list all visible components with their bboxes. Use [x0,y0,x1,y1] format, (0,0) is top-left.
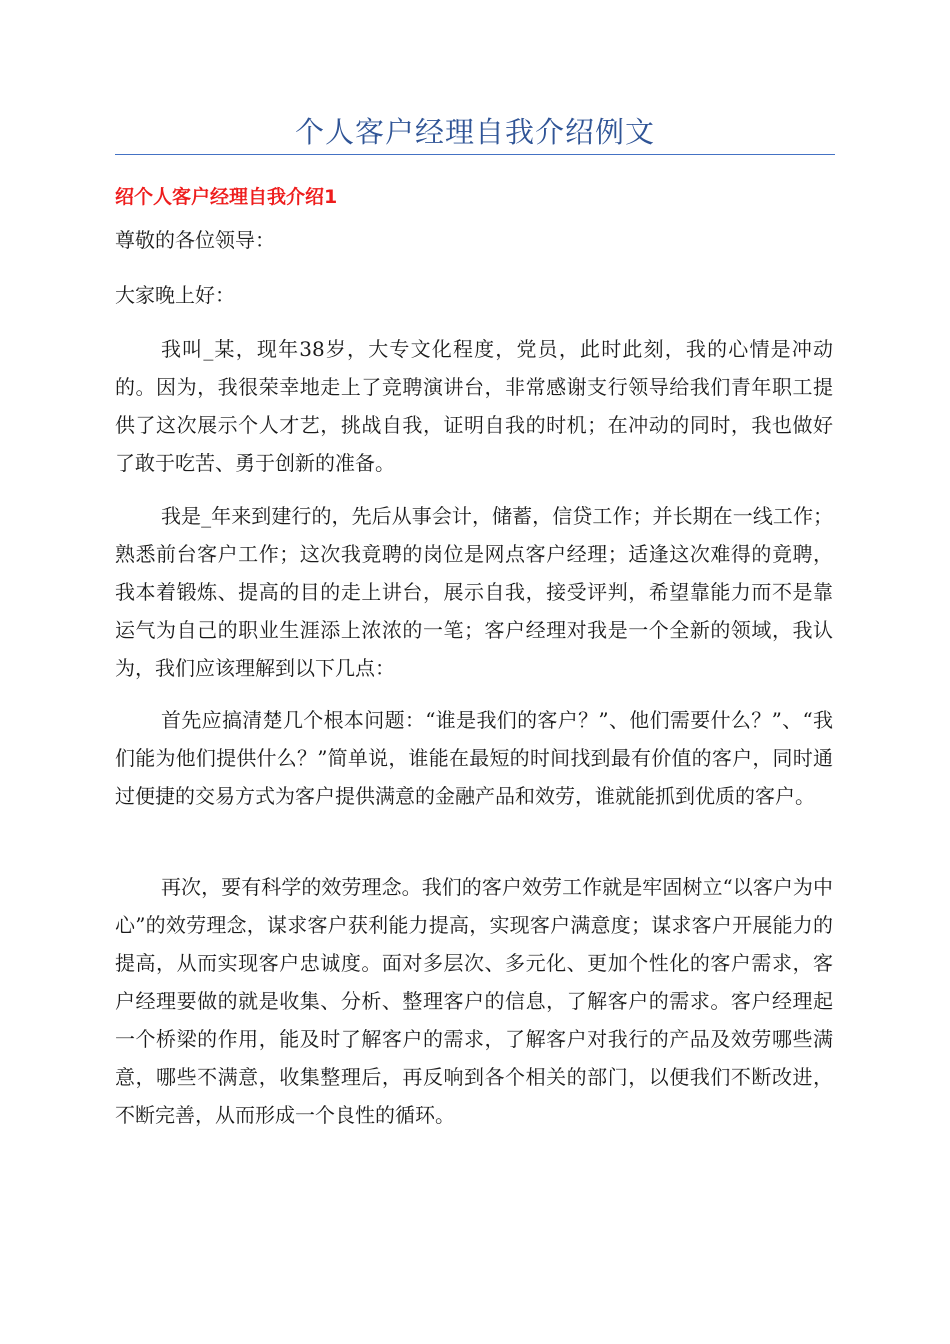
body-paragraph: 我叫_某，现年38岁，大专文化程度，党员，此时此刻，我的心情是冲动的。因为，我很荣幸地走上了竞聘演讲台，非常感谢支行领导给我们青年职工提供了这次展示个人才艺，挑战自我，证明自我的时机；在冲动的同时，我也做好了敢于吃苦、勇于创新的准备。 [115,337,833,475]
body-paragraph: 首先应搞清楚几个根本问题：“谁是我们的客户？”、他们需要什么？”、“我们能为他们提供什么？”简单说，谁能在最短的时间找到最有价值的客户，同时通过便捷的交易方式为客户提供满意的金融产品和效劳，谁就能抓到优质的客户。 [115,708,833,808]
salutation-line: 大家晚上好： [115,283,235,307]
body-paragraph: 再次，要有科学的效劳理念。我们的客户效劳工作就是牢固树立“以客户为中心”的效劳理念，谋求客户获利能力提高，实现客户满意度；谋求客户开展能力的提高，从而实现客户忠诚度。面对多层次、多元化、更加个性化的客户需求，客户经理要做的就是收集、分析、整理客户的信息，了解客户的需求。客户经理起一个桥梁的作用，能及时了解客户的需求，了解客户对我行的产品及效劳哪些满意，哪些不满意，收集整理后，再反响到各个相关的部门，以便我们不断改进，不断完善，从而形成一个良性的循环。 [115,875,833,1127]
title-underline-divider [115,154,835,155]
body-paragraph: 我是_年来到建行的，先后从事会计，储蓄，信贷工作；并长期在一线工作；熟悉前台客户工作；这次我竟聘的岗位是网点客户经理；适逢这次难得的竟聘，我本着锻炼、提高的目的走上讲台，展示自我，接受评判，希望靠能力而不是靠运气为自己的职业生涯添上浓浓的一笔；客户经理对我是一个全新的领域，我认为，我们应该理解到以下几点： [115,504,833,680]
greeting-line: 尊敬的各位领导： [115,228,275,252]
document-title: 个人客户经理自我介绍例文 [294,115,655,149]
section-heading: 绍个人客户经理自我介绍1 [115,186,338,208]
